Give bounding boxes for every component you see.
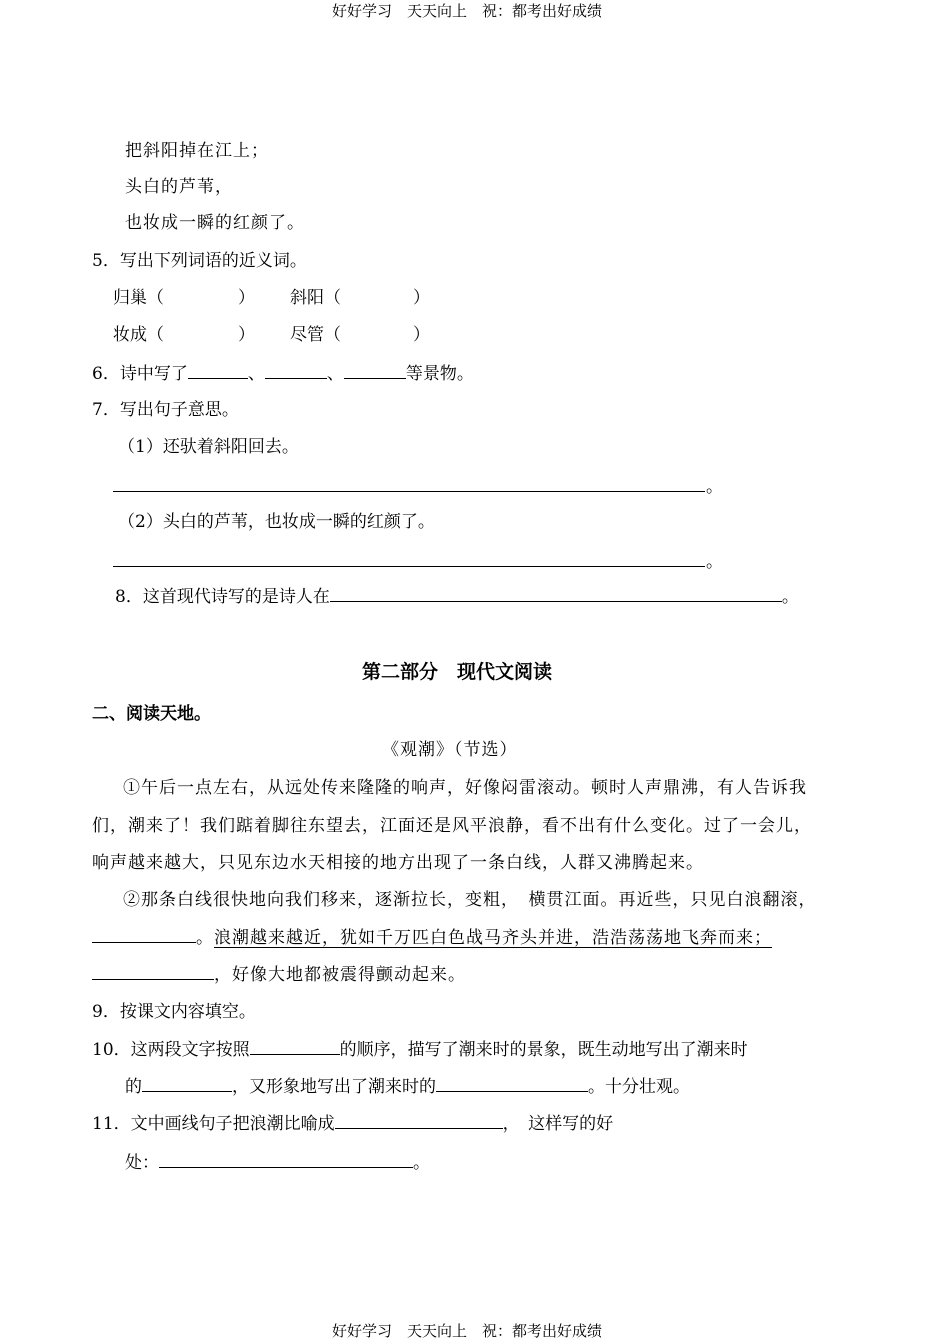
q5-close-2: ）	[413, 288, 430, 308]
article-p1-line1: ①午后一点左右，从远处传来隆隆的响声，好像闷雷滚动。顿时人声鼎沸，有人告诉我	[123, 778, 807, 798]
q11-line2-suffix: 。	[413, 1153, 430, 1173]
question-10-line2	[125, 1075, 690, 1098]
q7-answer-line-2[interactable]	[113, 566, 705, 567]
q6-sep-2: 、	[326, 364, 344, 384]
q11-prefix: 11．文中画线句子把浪潮比喻成	[92, 1114, 335, 1134]
question-6	[92, 362, 474, 385]
question-8	[115, 585, 799, 608]
q10-blank-2[interactable]	[142, 1075, 232, 1092]
q6-prefix: 6．诗中写了	[92, 364, 188, 384]
q7-answer-line-1[interactable]	[113, 491, 705, 492]
question-11-line2	[125, 1151, 430, 1174]
q5-close-3: ）	[238, 325, 255, 345]
q6-blank-1[interactable]	[188, 362, 248, 379]
q10-line2-mid: ，又形象地写出了潮来时的	[232, 1077, 436, 1097]
page-header: 好好学习 天天向上 祝：都考出好成绩	[332, 2, 603, 20]
part-2-title: 第二部分 现代文阅读	[362, 661, 553, 683]
article-p2-line1: ②那条白线很快地向我们移来，逐渐拉长，变粗， 横贯江面。再近些，只见白浪翻滚，	[123, 890, 817, 910]
article-p2-line3	[92, 963, 466, 986]
question-9: 9．按课文内容填空。	[92, 1002, 256, 1022]
poem-line-2: 头白的芦苇，	[125, 177, 233, 197]
page-footer: 好好学习 天天向上 祝：都考出好成绩	[332, 1322, 603, 1340]
q6-suffix: 等景物。	[405, 364, 474, 384]
q5-word-xieyang: 斜阳（	[290, 288, 341, 308]
question-5-stem: 5．写出下列词语的近义词。	[92, 251, 307, 271]
q6-sep-1: 、	[247, 364, 265, 384]
q7-sub-2: （2）头白的芦苇，也妆成一瞬的红颜了。	[118, 512, 435, 532]
article-p2-line3-end: ，好像大地都被震得颤动起来。	[214, 965, 466, 985]
article-p2-period: 。	[196, 928, 214, 948]
poem-line-1: 把斜阳掉在江上；	[125, 141, 269, 161]
article-p2-line2	[92, 926, 772, 949]
q11-blank-1[interactable]	[335, 1112, 503, 1129]
article-blank-2[interactable]	[92, 963, 214, 980]
q6-blank-2[interactable]	[265, 362, 327, 379]
article-title: 《观潮》（节选）	[382, 740, 518, 760]
q7-end-2: 。	[706, 552, 723, 572]
q10-line2-suffix: 。十分壮观。	[588, 1077, 690, 1097]
article-p1-line2: 们，潮来了！我们踮着脚往东望去，江面还是风平浪静，看不出有什么变化。过了一会儿，	[92, 816, 812, 836]
q10-line1-suffix: 的顺序，描写了潮来时的景象，既生动地写出了潮来时	[339, 1040, 748, 1060]
q5-word-guichao: 归巢（	[113, 288, 164, 308]
q10-blank-3[interactable]	[436, 1075, 588, 1092]
q5-word-jinguan: 尽管（	[290, 325, 341, 345]
article-blank-1[interactable]	[92, 926, 196, 943]
q10-prefix: 10．这两段文字按照	[92, 1040, 250, 1060]
q7-sub-1: （1）还驮着斜阳回去。	[118, 437, 299, 457]
q10-blank-1[interactable]	[250, 1038, 340, 1055]
section-2-heading: 二、阅读天地。	[92, 704, 211, 724]
article-underlined-sentence: 浪潮越来越近，犹如千万匹白色战马齐头并进，浩浩荡荡地飞奔而来；	[214, 928, 772, 948]
q11-blank-2[interactable]	[159, 1151, 413, 1168]
q8-blank[interactable]	[330, 585, 782, 602]
article-p1-line3: 响声越来越大，只见东边水天相接的地方出现了一条白线，人群又沸腾起来。	[92, 853, 704, 873]
question-7-stem: 7．写出句子意思。	[92, 400, 239, 420]
q8-prefix: 8．这首现代诗写的是诗人在	[115, 587, 330, 607]
question-11-line1	[92, 1112, 613, 1135]
q6-blank-3[interactable]	[344, 362, 406, 379]
q11-line2-prefix: 处：	[125, 1153, 159, 1173]
question-10-line1	[92, 1038, 748, 1061]
q5-word-zhuangcheng: 妆成（	[113, 325, 164, 345]
poem-line-3: 也妆成一瞬的红颜了。	[125, 213, 305, 233]
q5-close-4: ）	[413, 325, 430, 345]
q7-end-1: 。	[706, 477, 723, 497]
q8-end: 。	[781, 587, 799, 607]
q10-line2-prefix: 的	[125, 1077, 142, 1097]
q5-close-1: ）	[238, 288, 255, 308]
q11-line1-suffix: ， 这样写的好	[502, 1114, 614, 1134]
